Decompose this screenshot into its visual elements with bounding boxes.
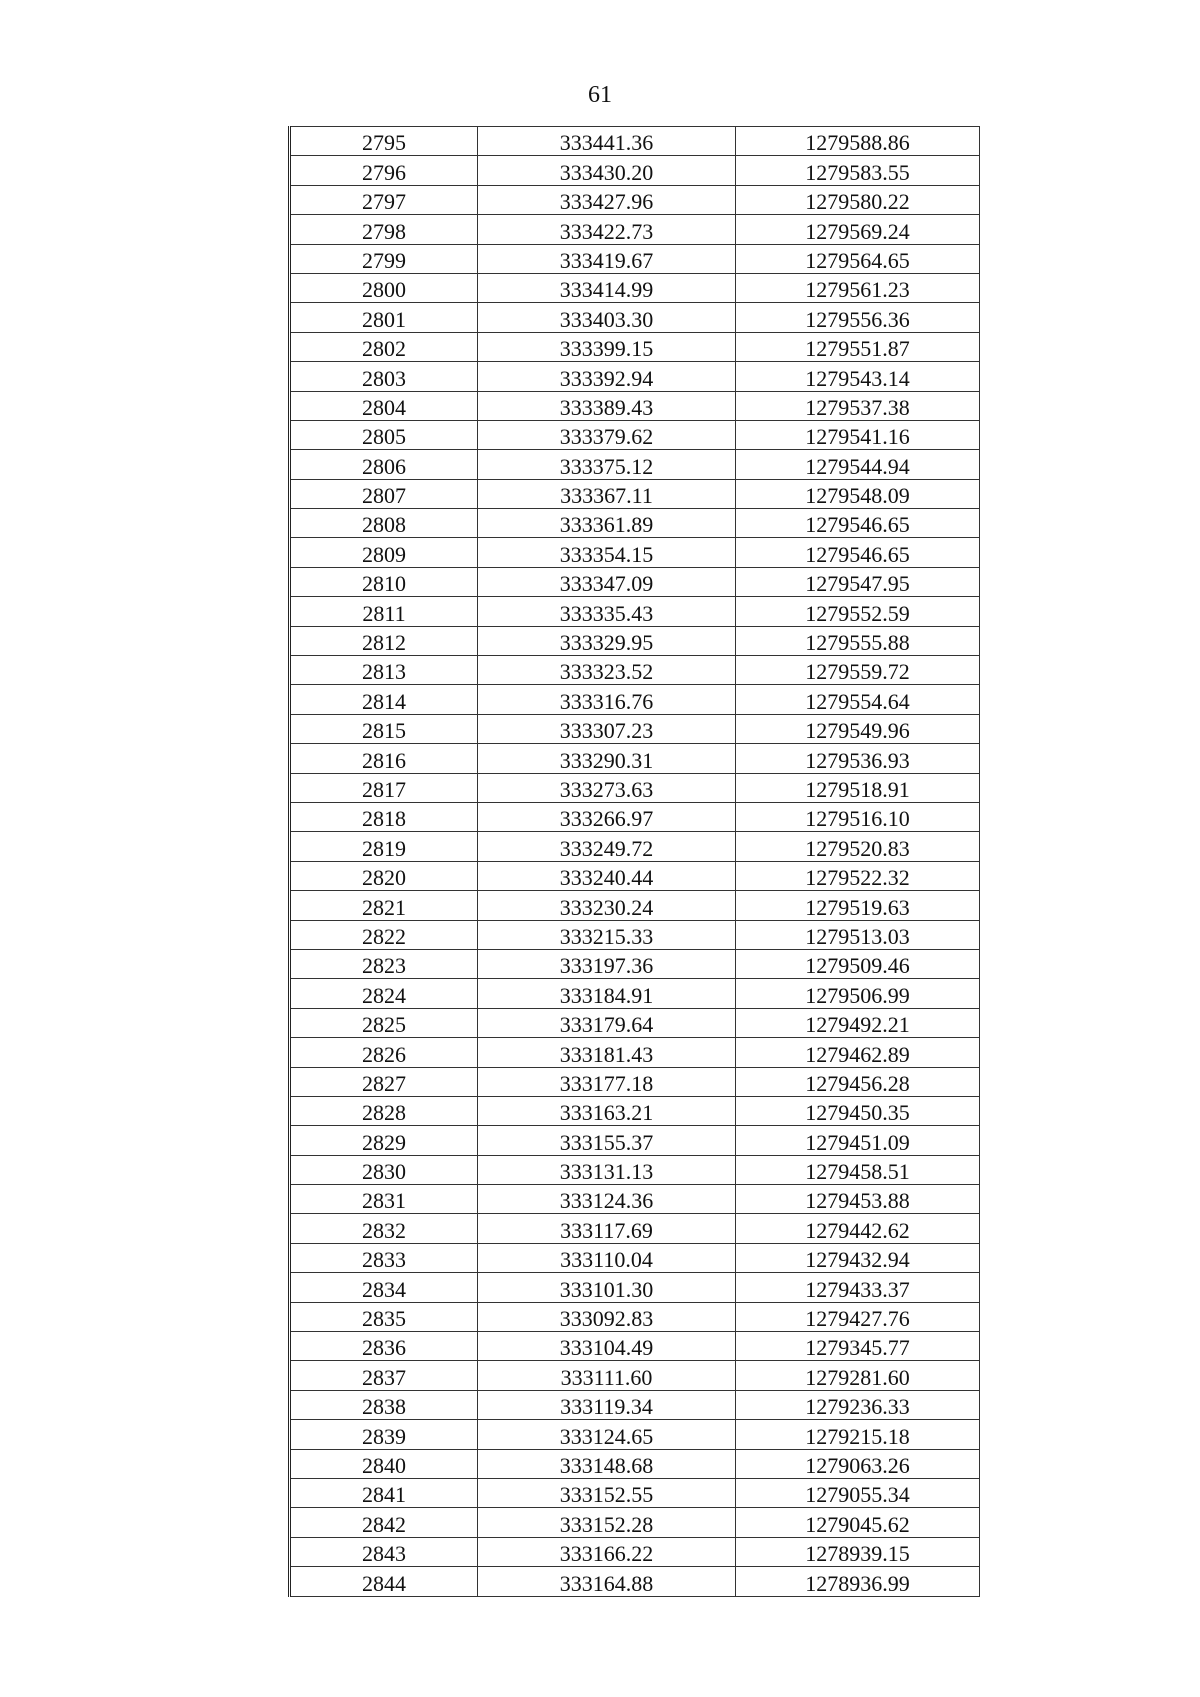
point-number-cell: 2810: [290, 567, 478, 596]
table-row: [290, 1243, 980, 1272]
y-coordinate-cell: 1279427.76: [736, 1302, 980, 1331]
y-coordinate-cell: 1279451.09: [736, 1126, 980, 1155]
x-coordinate-cell: 333392.94: [478, 362, 736, 391]
point-number-cell: 2823: [290, 949, 478, 978]
y-coordinate-cell: 1279561.23: [736, 273, 980, 302]
table-row: [290, 714, 980, 743]
point-number-cell: 2800: [290, 273, 478, 302]
x-coordinate-cell: 333249.72: [478, 832, 736, 861]
point-number-cell: 2835: [290, 1302, 478, 1331]
table-row: [290, 127, 980, 156]
table-row: [290, 567, 980, 596]
x-coordinate-cell: 333399.15: [478, 332, 736, 361]
y-coordinate-cell: 1279555.88: [736, 626, 980, 655]
point-number-cell: 2809: [290, 538, 478, 567]
table-row: [290, 802, 980, 831]
y-coordinate-cell: 1279345.77: [736, 1332, 980, 1361]
point-number-cell: 2808: [290, 509, 478, 538]
x-coordinate-cell: 333427.96: [478, 185, 736, 214]
y-coordinate-cell: 1279509.46: [736, 949, 980, 978]
point-number-cell: 2825: [290, 1008, 478, 1037]
y-coordinate-cell: 1279453.88: [736, 1185, 980, 1214]
table-row: [290, 891, 980, 920]
table-row: [290, 1096, 980, 1125]
x-coordinate-cell: 333273.63: [478, 773, 736, 802]
y-coordinate-cell: 1279236.33: [736, 1390, 980, 1419]
y-coordinate-cell: 1278939.15: [736, 1537, 980, 1566]
point-number-cell: 2817: [290, 773, 478, 802]
y-coordinate-cell: 1279458.51: [736, 1155, 980, 1184]
table-row: [290, 1008, 980, 1037]
table-row: [290, 1449, 980, 1478]
point-number-cell: 2819: [290, 832, 478, 861]
point-number-cell: 2795: [290, 127, 478, 156]
y-coordinate-cell: 1279554.64: [736, 685, 980, 714]
table-row: [290, 597, 980, 626]
table-row: [290, 332, 980, 361]
table-row: [290, 1390, 980, 1419]
y-coordinate-cell: 1279432.94: [736, 1243, 980, 1272]
point-number-cell: 2839: [290, 1420, 478, 1449]
point-number-cell: 2813: [290, 656, 478, 685]
point-number-cell: 2834: [290, 1273, 478, 1302]
x-coordinate-cell: 333152.28: [478, 1508, 736, 1537]
table-row: [290, 685, 980, 714]
x-coordinate-cell: 333379.62: [478, 420, 736, 449]
y-coordinate-cell: 1279055.34: [736, 1478, 980, 1507]
x-coordinate-cell: 333163.21: [478, 1096, 736, 1125]
x-coordinate-cell: 333290.31: [478, 744, 736, 773]
y-coordinate-cell: 1279549.96: [736, 714, 980, 743]
table-row: [290, 1420, 980, 1449]
y-coordinate-cell: 1279544.94: [736, 450, 980, 479]
point-number-cell: 2807: [290, 479, 478, 508]
point-number-cell: 2828: [290, 1096, 478, 1125]
point-number-cell: 2824: [290, 979, 478, 1008]
coordinates-table-body: [290, 127, 980, 1597]
table-row: [290, 185, 980, 214]
table-row: [290, 744, 980, 773]
y-coordinate-cell: 1279588.86: [736, 127, 980, 156]
y-coordinate-cell: 1279045.62: [736, 1508, 980, 1537]
point-number-cell: 2796: [290, 156, 478, 185]
x-coordinate-cell: 333179.64: [478, 1008, 736, 1037]
table-row: [290, 626, 980, 655]
point-number-cell: 2799: [290, 244, 478, 273]
y-coordinate-cell: 1279462.89: [736, 1038, 980, 1067]
x-coordinate-cell: 333354.15: [478, 538, 736, 567]
y-coordinate-cell: 1279442.62: [736, 1214, 980, 1243]
point-number-cell: 2840: [290, 1449, 478, 1478]
point-number-cell: 2804: [290, 391, 478, 420]
point-number-cell: 2816: [290, 744, 478, 773]
y-coordinate-cell: 1279580.22: [736, 185, 980, 214]
table-row: [290, 420, 980, 449]
table-row: [290, 1567, 980, 1596]
x-coordinate-cell: 333335.43: [478, 597, 736, 626]
point-number-cell: 2826: [290, 1038, 478, 1067]
point-number-cell: 2802: [290, 332, 478, 361]
x-coordinate-cell: 333110.04: [478, 1243, 736, 1272]
x-coordinate-cell: 333164.88: [478, 1567, 736, 1596]
y-coordinate-cell: 1279492.21: [736, 1008, 980, 1037]
table-row: [290, 1508, 980, 1537]
point-number-cell: 2801: [290, 303, 478, 332]
y-coordinate-cell: 1279547.95: [736, 567, 980, 596]
y-coordinate-cell: 1279548.09: [736, 479, 980, 508]
x-coordinate-cell: 333101.30: [478, 1273, 736, 1302]
point-number-cell: 2798: [290, 215, 478, 244]
y-coordinate-cell: 1279559.72: [736, 656, 980, 685]
x-coordinate-cell: 333430.20: [478, 156, 736, 185]
table-row: [290, 303, 980, 332]
x-coordinate-cell: 333240.44: [478, 861, 736, 890]
table-row: [290, 362, 980, 391]
x-coordinate-cell: 333184.91: [478, 979, 736, 1008]
y-coordinate-cell: 1279518.91: [736, 773, 980, 802]
point-number-cell: 2806: [290, 450, 478, 479]
x-coordinate-cell: 333111.60: [478, 1361, 736, 1390]
table-row: [290, 920, 980, 949]
y-coordinate-cell: 1279506.99: [736, 979, 980, 1008]
x-coordinate-cell: 333403.30: [478, 303, 736, 332]
table-row: [290, 1361, 980, 1390]
x-coordinate-cell: 333131.13: [478, 1155, 736, 1184]
y-coordinate-cell: 1279519.63: [736, 891, 980, 920]
y-coordinate-cell: 1279215.18: [736, 1420, 980, 1449]
x-coordinate-cell: 333119.34: [478, 1390, 736, 1419]
x-coordinate-cell: 333307.23: [478, 714, 736, 743]
table-row: [290, 479, 980, 508]
point-number-cell: 2803: [290, 362, 478, 391]
x-coordinate-cell: 333367.11: [478, 479, 736, 508]
table-row: [290, 861, 980, 890]
table-row: [290, 1302, 980, 1331]
y-coordinate-cell: 1279516.10: [736, 802, 980, 831]
table-row: [290, 1537, 980, 1566]
y-coordinate-cell: 1279456.28: [736, 1067, 980, 1096]
point-number-cell: 2833: [290, 1243, 478, 1272]
x-coordinate-cell: 333316.76: [478, 685, 736, 714]
x-coordinate-cell: 333166.22: [478, 1537, 736, 1566]
y-coordinate-cell: 1279546.65: [736, 509, 980, 538]
table-row: [290, 450, 980, 479]
y-coordinate-cell: 1279552.59: [736, 597, 980, 626]
y-coordinate-cell: 1279520.83: [736, 832, 980, 861]
y-coordinate-cell: 1279543.14: [736, 362, 980, 391]
x-coordinate-cell: 333104.49: [478, 1332, 736, 1361]
y-coordinate-cell: 1279513.03: [736, 920, 980, 949]
point-number-cell: 2838: [290, 1390, 478, 1419]
y-coordinate-cell: 1279551.87: [736, 332, 980, 361]
table-row: [290, 538, 980, 567]
x-coordinate-cell: 333347.09: [478, 567, 736, 596]
point-number-cell: 2814: [290, 685, 478, 714]
table-row: [290, 656, 980, 685]
point-number-cell: 2842: [290, 1508, 478, 1537]
x-coordinate-cell: 333323.52: [478, 656, 736, 685]
y-coordinate-cell: 1279583.55: [736, 156, 980, 185]
table-row: [290, 273, 980, 302]
point-number-cell: 2832: [290, 1214, 478, 1243]
point-number-cell: 2827: [290, 1067, 478, 1096]
x-coordinate-cell: 333441.36: [478, 127, 736, 156]
x-coordinate-cell: 333197.36: [478, 949, 736, 978]
point-number-cell: 2844: [290, 1567, 478, 1596]
point-number-cell: 2831: [290, 1185, 478, 1214]
y-coordinate-cell: 1279564.65: [736, 244, 980, 273]
table-row: [290, 1214, 980, 1243]
point-number-cell: 2815: [290, 714, 478, 743]
point-number-cell: 2843: [290, 1537, 478, 1566]
page-number: 61: [588, 82, 612, 108]
table-row: [290, 1126, 980, 1155]
y-coordinate-cell: 1279450.35: [736, 1096, 980, 1125]
table-row: [290, 832, 980, 861]
table-row: [290, 156, 980, 185]
x-coordinate-cell: 333124.36: [478, 1185, 736, 1214]
y-coordinate-cell: 1278936.99: [736, 1567, 980, 1596]
y-coordinate-cell: 1279569.24: [736, 215, 980, 244]
point-number-cell: 2820: [290, 861, 478, 890]
y-coordinate-cell: 1279556.36: [736, 303, 980, 332]
table-row: [290, 509, 980, 538]
point-number-cell: 2841: [290, 1478, 478, 1507]
x-coordinate-cell: 333124.65: [478, 1420, 736, 1449]
table-row: [290, 1155, 980, 1184]
table-row: [290, 1273, 980, 1302]
table-row: [290, 1185, 980, 1214]
x-coordinate-cell: 333117.69: [478, 1214, 736, 1243]
y-coordinate-cell: 1279536.93: [736, 744, 980, 773]
x-coordinate-cell: 333361.89: [478, 509, 736, 538]
x-coordinate-cell: 333375.12: [478, 450, 736, 479]
coordinates-table: [288, 126, 980, 1597]
y-coordinate-cell: 1279522.32: [736, 861, 980, 890]
x-coordinate-cell: 333215.33: [478, 920, 736, 949]
table-row: [290, 215, 980, 244]
table-row: [290, 979, 980, 1008]
x-coordinate-cell: 333177.18: [478, 1067, 736, 1096]
x-coordinate-cell: 333422.73: [478, 215, 736, 244]
point-number-cell: 2811: [290, 597, 478, 626]
y-coordinate-cell: 1279433.37: [736, 1273, 980, 1302]
table-row: [290, 244, 980, 273]
y-coordinate-cell: 1279546.65: [736, 538, 980, 567]
x-coordinate-cell: 333155.37: [478, 1126, 736, 1155]
point-number-cell: 2822: [290, 920, 478, 949]
x-coordinate-cell: 333092.83: [478, 1302, 736, 1331]
x-coordinate-cell: 333266.97: [478, 802, 736, 831]
point-number-cell: 2812: [290, 626, 478, 655]
table-row: [290, 949, 980, 978]
y-coordinate-cell: 1279537.38: [736, 391, 980, 420]
y-coordinate-cell: 1279063.26: [736, 1449, 980, 1478]
x-coordinate-cell: 333230.24: [478, 891, 736, 920]
x-coordinate-cell: 333329.95: [478, 626, 736, 655]
x-coordinate-cell: 333414.99: [478, 273, 736, 302]
point-number-cell: 2821: [290, 891, 478, 920]
point-number-cell: 2797: [290, 185, 478, 214]
table-row: [290, 1332, 980, 1361]
point-number-cell: 2805: [290, 420, 478, 449]
x-coordinate-cell: 333181.43: [478, 1038, 736, 1067]
point-number-cell: 2830: [290, 1155, 478, 1184]
table-row: [290, 773, 980, 802]
x-coordinate-cell: 333419.67: [478, 244, 736, 273]
table-row: [290, 1067, 980, 1096]
y-coordinate-cell: 1279281.60: [736, 1361, 980, 1390]
point-number-cell: 2836: [290, 1332, 478, 1361]
table-row: [290, 1478, 980, 1507]
table-row: [290, 391, 980, 420]
point-number-cell: 2829: [290, 1126, 478, 1155]
point-number-cell: 2818: [290, 802, 478, 831]
x-coordinate-cell: 333148.68: [478, 1449, 736, 1478]
table-row: [290, 1038, 980, 1067]
y-coordinate-cell: 1279541.16: [736, 420, 980, 449]
point-number-cell: 2837: [290, 1361, 478, 1390]
x-coordinate-cell: 333152.55: [478, 1478, 736, 1507]
x-coordinate-cell: 333389.43: [478, 391, 736, 420]
